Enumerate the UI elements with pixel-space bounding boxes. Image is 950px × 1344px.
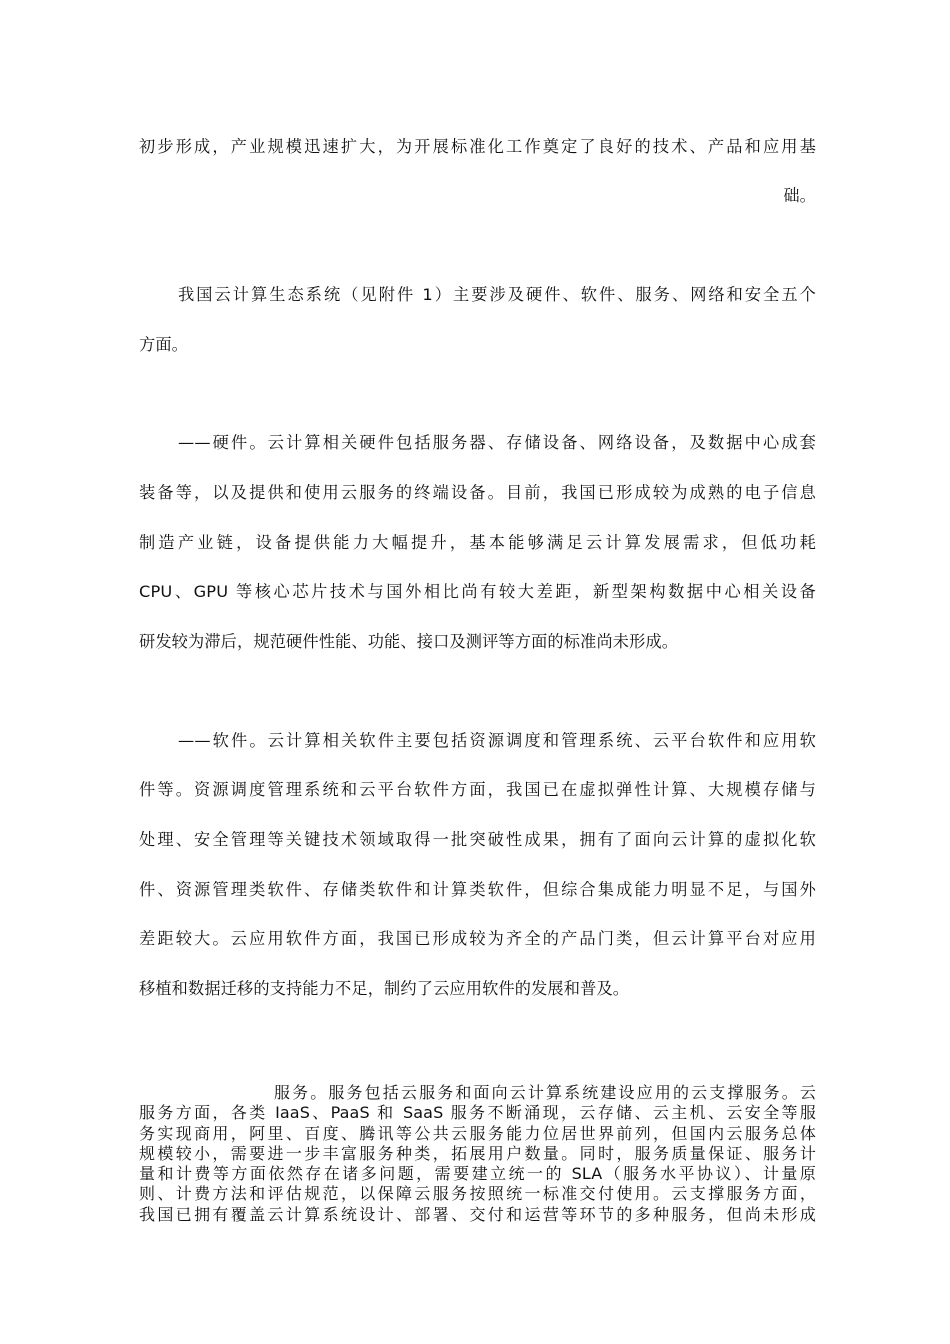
ecosystem-line-2: 方面。: [139, 335, 189, 354]
intro-line-1: 初步形成，产业规模迅速扩大，为开展标准化工作奠定了良好的技术、产品和应用基: [139, 137, 816, 156]
services-line-5: 量和计费等方面依然存在诸多问题，需要建立统一的 SLA（服务水平协议）、计量原: [139, 1164, 816, 1183]
software-line-1: ——软件。云计算相关软件主要包括资源调度和管理系统、云平台软件和应用软: [178, 731, 816, 750]
services-line-2: 服务方面，各类 IaaS、PaaS 和 SaaS 服务不断涌现，云存储、云主机、云安全等服: [139, 1103, 816, 1122]
software-line-4: 件、资源管理类软件、存储类软件和计算类软件，但综合集成能力明显不足，与国外: [139, 880, 816, 899]
software-line-2: 件等。资源调度管理系统和云平台软件方面，我国已在虚拟弹性计算、大规模存储与: [139, 780, 816, 799]
services-line-1: 服务。服务包括云服务和面向云计算系统建设应用的云支撑服务。云: [274, 1083, 816, 1102]
hardware-line-3: 制造产业链，设备提供能力大幅提升，基本能够满足云计算发展需求，但低功耗: [139, 533, 816, 552]
services-line-6: 则、计费方法和评估规范，以保障云服务按照统一标准交付使用。云支撑服务方面，: [139, 1184, 816, 1203]
hardware-line-2: 装备等，以及提供和使用云服务的终端设备。目前，我国已形成较为成熟的电子信息: [139, 483, 816, 502]
services-line-7: 我国已拥有覆盖云计算系统设计、部署、交付和运营等环节的多种服务，但尚未形成: [139, 1205, 816, 1224]
hardware-line-1: ——硬件。云计算相关硬件包括服务器、存储设备、网络设备，及数据中心成套: [178, 433, 816, 452]
software-line-5: 差距较大。云应用软件方面，我国已形成较为齐全的产品门类，但云计算平台对应用: [139, 929, 816, 948]
services-line-4: 规模较小，需要进一步丰富服务种类，拓展用户数量。同时，服务质量保证、服务计: [139, 1144, 816, 1163]
ecosystem-line-1: 我国云计算生态系统（见附件 1）主要涉及硬件、软件、服务、网络和安全五个: [178, 285, 816, 304]
intro-line-2: 础。: [783, 186, 816, 205]
software-line-3: 处理、安全管理等关键技术领域取得一批突破性成果，拥有了面向云计算的虚拟化软: [139, 830, 816, 849]
services-line-3: 务实现商用，阿里、百度、腾讯等公共云服务能力位居世界前列，但国内云服务总体: [139, 1124, 816, 1143]
hardware-line-4: CPU、GPU 等核心芯片技术与国外相比尚有较大差距，新型架构数据中心相关设备: [139, 582, 816, 601]
hardware-line-5: 研发较为滞后，规范硬件性能、功能、接口及测评等方面的标准尚未形成。: [139, 632, 679, 651]
software-line-6: 移植和数据迁移的支持能力不足，制约了云应用软件的发展和普及。: [139, 979, 630, 998]
